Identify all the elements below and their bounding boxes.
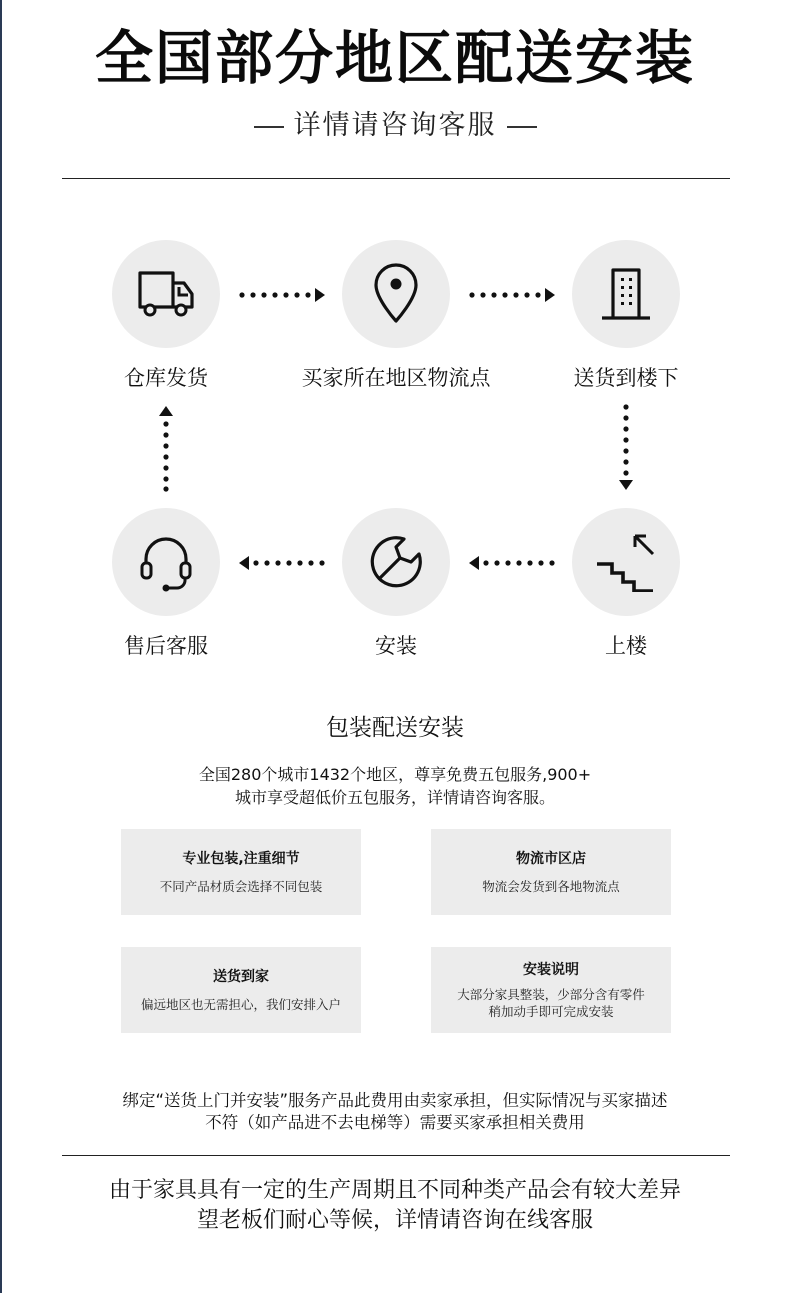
step-warehouse — [112, 240, 220, 348]
footer-line: 由于家具具有一定的生产周期且不同种类产品会有较大差异 — [108, 1178, 681, 1203]
arrow-left-icon — [466, 553, 556, 573]
building-icon — [598, 264, 654, 324]
headset-icon — [136, 532, 196, 592]
card-title: 安装说明 — [523, 962, 579, 978]
wrench-icon — [366, 532, 426, 592]
step-upstairs — [572, 508, 680, 616]
card-title: 送货到家 — [213, 969, 269, 985]
card-title: 专业包装,注重细节 — [182, 851, 300, 867]
note-line: 不符（如产品进不去电梯等）需要买家承担相关费用 — [205, 1113, 585, 1132]
service-intro — [0, 763, 790, 809]
subtitle-text: 详情请咨询客服 — [293, 110, 497, 141]
page-title: 全国部分地区配送安装 — [94, 24, 695, 92]
card-desc: 大部分家具整装，少部分含有零件 — [457, 987, 645, 1002]
step-label-upstairs: 上楼 — [605, 634, 647, 658]
location-pin-icon — [371, 263, 421, 325]
intro-line: 城市享受超低价五包服务，详情请咨询客服。 — [234, 788, 555, 807]
card-desc: 偏远地区也无需担心，我们安排入户 — [140, 997, 341, 1012]
arrow-right-icon — [468, 285, 558, 305]
step-label-warehouse: 仓库发货 — [124, 366, 208, 390]
fee-note — [0, 1090, 790, 1134]
card-logistics-store — [431, 829, 671, 915]
subtitle-dash-right — [507, 126, 537, 128]
arrow-up-icon — [156, 403, 176, 493]
step-label-downstairs: 送货到楼下 — [573, 366, 679, 390]
footer-notice — [0, 1176, 790, 1236]
card-home-delivery — [121, 947, 361, 1033]
truck-icon — [135, 265, 197, 323]
footer-line: 望老板们耐心等候，详情请咨询在线客服 — [196, 1208, 593, 1233]
card-desc: 不同产品材质会选择不同包装 — [159, 879, 323, 894]
step-downstairs — [572, 240, 680, 348]
card-packaging — [121, 829, 361, 915]
step-logistics-point — [342, 240, 450, 348]
card-desc: 物流会发货到各地物流点 — [482, 879, 620, 894]
note-line: 绑定“送货上门并安装”服务产品此费用由卖家承担，但实际情况与买家描述 — [122, 1091, 668, 1110]
arrow-right-icon — [238, 285, 328, 305]
intro-line: 全国280个城市1432个地区，尊享免费五包服务,900+ — [198, 765, 592, 784]
card-desc: 稍加动手即可完成安装 — [488, 1004, 614, 1019]
section-title: 包装配送安装 — [326, 715, 464, 741]
page-subtitle — [0, 108, 790, 144]
step-label-logistics-point: 买家所在地区物流点 — [301, 366, 491, 390]
arrow-left-icon — [236, 553, 326, 573]
top-divider — [62, 178, 730, 179]
step-label-install: 安装 — [375, 634, 417, 658]
card-title: 物流市区店 — [516, 851, 586, 867]
step-label-after-sales: 售后客服 — [124, 634, 208, 658]
subtitle-dash-left — [254, 126, 284, 128]
stairs-icon — [593, 532, 659, 592]
step-after-sales — [112, 508, 220, 616]
card-install-notes — [431, 947, 671, 1033]
step-install — [342, 508, 450, 616]
bottom-divider — [62, 1155, 730, 1156]
arrow-down-icon — [616, 403, 636, 493]
